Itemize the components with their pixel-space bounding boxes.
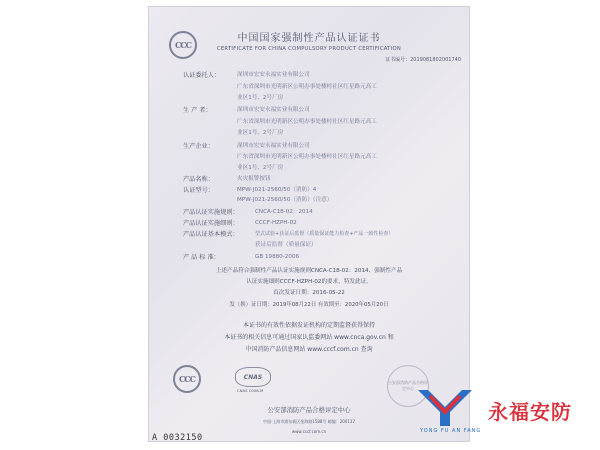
certificate-title: 中国国家强制性产品认证证书 bbox=[237, 33, 381, 44]
brand-logo-icon bbox=[412, 386, 592, 438]
field-label: 产 品 标 准： bbox=[183, 254, 220, 261]
field-value: 深圳市宏安永福实业有限公司 bbox=[237, 107, 310, 113]
certificate-sheet bbox=[148, 6, 470, 442]
field-value: 深圳市宏安永福实业有限公司 bbox=[237, 143, 310, 149]
issuer-website: www.cccf.com.cn bbox=[291, 429, 327, 434]
field-value: 深圳市宏安永福实业有限公司 bbox=[237, 72, 310, 78]
field-value: CNCA-C18-02：2014 bbox=[255, 209, 313, 215]
field-value: 业区1号、2号厂房 bbox=[237, 95, 284, 101]
issuer-address: 中国·上海市浦东新区金海路1588号 邮编：200137 bbox=[263, 419, 355, 424]
certificate-subtitle: CERTIFICATE FOR CHINA COMPULSORY PRODUCT CERTIFICATION bbox=[216, 46, 402, 52]
field-label: 产品认证实施规则： bbox=[183, 209, 239, 216]
field-label: 产品名称： bbox=[183, 176, 214, 183]
field-value: CCCF-HZPH-02 bbox=[255, 220, 297, 226]
field-value: 广东省深圳市光明新区公明办事处楼村社区红星路元高工 bbox=[237, 119, 377, 125]
field-label: 生产企业： bbox=[183, 143, 214, 150]
ccc-mark-icon: CCC bbox=[169, 31, 197, 59]
field-label: 认证委托人： bbox=[183, 72, 221, 79]
official-seal-icon: 公安部消防产品合格评定中心 bbox=[387, 365, 429, 407]
first-issue-date: 首次发证日期：2016-05-22 bbox=[273, 290, 345, 296]
field-value: 型式试验+获证后监督（质量保证能力检查+产品一致性检查） bbox=[255, 231, 394, 237]
cnas-caption: CNAS C008-M bbox=[237, 388, 264, 393]
certificate-number: 证书编号：2019081802001740 bbox=[385, 57, 461, 63]
note-line: 本证书的相关信息可通过国家认监委网站 www.cnca.gov.cn 和 bbox=[224, 334, 394, 341]
field-value: 火灾报警按钮 bbox=[237, 176, 271, 182]
brand-name-zh: 永福安防 bbox=[488, 400, 572, 424]
cnas-mark-icon: CNAS bbox=[235, 367, 271, 387]
field-value: 广东省深圳市光明新区公明办事处楼村社区红星路元高工 bbox=[237, 154, 377, 160]
brand-logo-mark-icon bbox=[412, 386, 478, 430]
field-value: 业区1号、2号厂房 bbox=[237, 165, 284, 171]
field-label: 生 产 者： bbox=[183, 107, 212, 114]
note-line: 本证书的有效性依据发证机构的定期监督获得保持 bbox=[242, 322, 375, 329]
validity-dates: 发（换）证日期：2019年08月22日 有效期至：2020年05月20日 bbox=[229, 302, 389, 308]
serial-number: A 0032150 bbox=[152, 433, 203, 443]
field-label: 产品认证基本模式： bbox=[183, 231, 239, 238]
field-label: 认证型号： bbox=[183, 187, 214, 194]
field-value: MPW-J021-2560/50（消防）（注意） bbox=[237, 197, 333, 203]
statement-line: 上述产品符合强制性产品认证实施规则CNCA-C18-02：2014、强制性产品 bbox=[215, 268, 403, 274]
brand-name-en: YONG FU AN FANG bbox=[420, 428, 482, 434]
field-value: MPW-J021-2560/50（消防）4 bbox=[237, 187, 317, 193]
field-label: 产品认证实施细则： bbox=[183, 220, 239, 227]
field-value: 获证后监督（质量保证） bbox=[255, 242, 317, 248]
issuer-name: 公安部消防产品合格评定中心 bbox=[267, 406, 351, 414]
ccc-mark-icon: CCC bbox=[173, 365, 201, 393]
field-value: 业区1号、2号厂房 bbox=[237, 130, 284, 136]
statement-line: 认证实施细则CCCF-HZPH-02的要求，特发此证。 bbox=[246, 279, 372, 285]
field-value: GB 19880-2006 bbox=[255, 254, 299, 260]
note-line: 中国消防产品信息网站 www.cccf.com.cn 查询 bbox=[245, 346, 373, 353]
field-value: 广东省深圳市光明新区公明办事处楼村社区红星路元高工 bbox=[237, 84, 377, 90]
